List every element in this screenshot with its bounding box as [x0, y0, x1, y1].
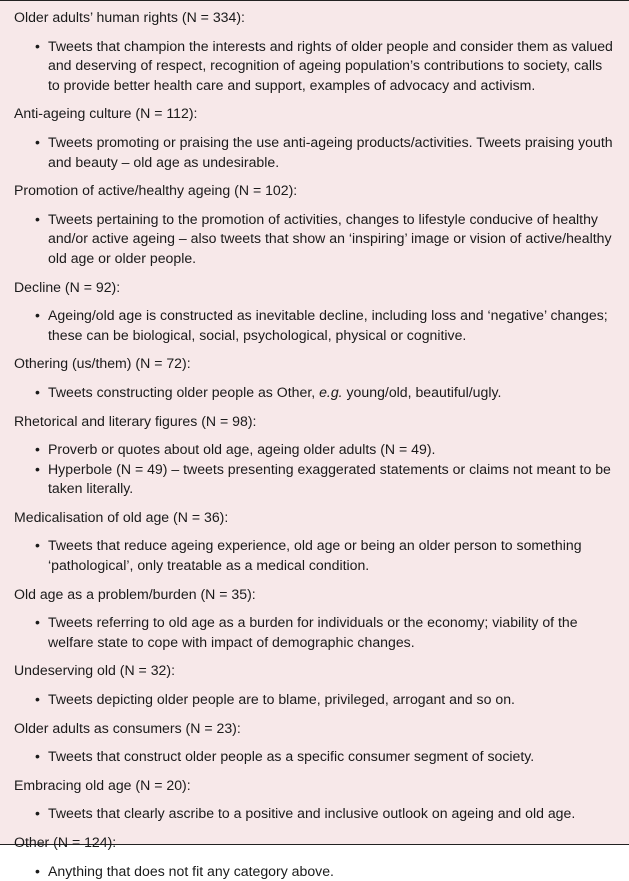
- category-section: [14, 776, 617, 824]
- category-item: • Tweets referring to old age as a burden for individuals or the economy; viability of the welfare state to cope with impact of demographic changes.: [35, 613, 617, 652]
- category-items: [14, 383, 617, 403]
- category-item: • Proverb or quotes about old age, ageing older adults (N = 49).: [35, 440, 617, 460]
- category-section: [14, 354, 617, 402]
- category-heading: Medicalisation of old age (N = 36):: [14, 508, 229, 525]
- category-section: [14, 833, 617, 881]
- category-heading: Anti-ageing culture (N = 112):: [14, 105, 198, 122]
- item-emphasis: e.g.: [319, 383, 343, 400]
- category-heading: Decline (N = 92):: [14, 278, 121, 295]
- category-item: • Hyperbole (N = 49) – tweets presenting exaggerated statements or claims not meant to be taken literally.: [35, 460, 617, 499]
- category-section: [14, 412, 617, 499]
- category-items: [14, 804, 617, 824]
- category-items: [14, 37, 617, 96]
- item-text: young/old, beautiful/ugly.: [342, 383, 502, 400]
- category-heading: Other (N = 124):: [14, 834, 117, 850]
- category-item: • Tweets that construct older people as a specific consumer segment of society.: [35, 747, 617, 767]
- category-item: • Tweets promoting or praising the use anti-ageing products/activities. Tweets praising youth and beauty – old age as undesirable.: [35, 133, 617, 172]
- category-item: • Tweets pertaining to the promotion of activities, changes to lifestyle conducive of healthy and/or active ageing – also tweets that show an ‘inspiring’ image or vision of active/healthy old age or older people.: [35, 210, 617, 269]
- category-items: [14, 690, 617, 710]
- category-item: • Anything that does not fit any category above.: [35, 862, 617, 881]
- category-heading: Embracing old age (N = 20):: [14, 776, 191, 793]
- category-item: • Tweets that reduce ageing experience, old age or being an older person to something ‘pathological’, only treatable as a medical condition.: [35, 536, 617, 575]
- category-list: [14, 8, 617, 881]
- category-items: [14, 210, 617, 269]
- category-item: • Tweets depicting older people are to blame, privileged, arrogant and so on.: [35, 690, 617, 710]
- category-section: [14, 8, 617, 95]
- category-items: [14, 862, 617, 881]
- category-items: [14, 440, 617, 499]
- category-items: [14, 747, 617, 767]
- category-heading: Othering (us/them) (N = 72):: [14, 355, 191, 372]
- item-text: Tweets constructing older people as Other,: [48, 383, 320, 400]
- category-section: [14, 104, 617, 172]
- category-item: • Ageing/old age is constructed as inevitable decline, including loss and ‘negative’ changes; these can be biological, social, psychological, physical or cognitive.: [35, 306, 617, 345]
- category-item: [35, 383, 617, 403]
- category-items: [14, 613, 617, 652]
- category-section: [14, 181, 617, 268]
- category-heading: Promotion of active/healthy ageing (N = 102):: [14, 182, 298, 199]
- category-heading: Older adults’ human rights (N = 334):: [14, 9, 245, 25]
- category-section: [14, 719, 617, 767]
- category-section: [14, 585, 617, 653]
- category-heading: Old age as a problem/burden (N = 35):: [14, 585, 256, 602]
- category-heading: Undeserving old (N = 32):: [14, 662, 175, 679]
- category-heading: Older adults as consumers (N = 23):: [14, 719, 241, 736]
- category-section: [14, 278, 617, 346]
- category-items: [14, 536, 617, 575]
- category-section: [14, 661, 617, 709]
- category-item: • Tweets that champion the interests and rights of older people and consider them as valued and deserving of respect, recognition of ageing population’s contributions to society, calls to provide better health care and support, examples of advocacy and activism.: [35, 37, 617, 96]
- category-section: [14, 508, 617, 576]
- category-items: [14, 133, 617, 172]
- category-items: [14, 306, 617, 345]
- category-heading: Rhetorical and literary figures (N = 98):: [14, 412, 257, 429]
- category-item: • Tweets that clearly ascribe to a positive and inclusive outlook on ageing and old age.: [35, 804, 617, 824]
